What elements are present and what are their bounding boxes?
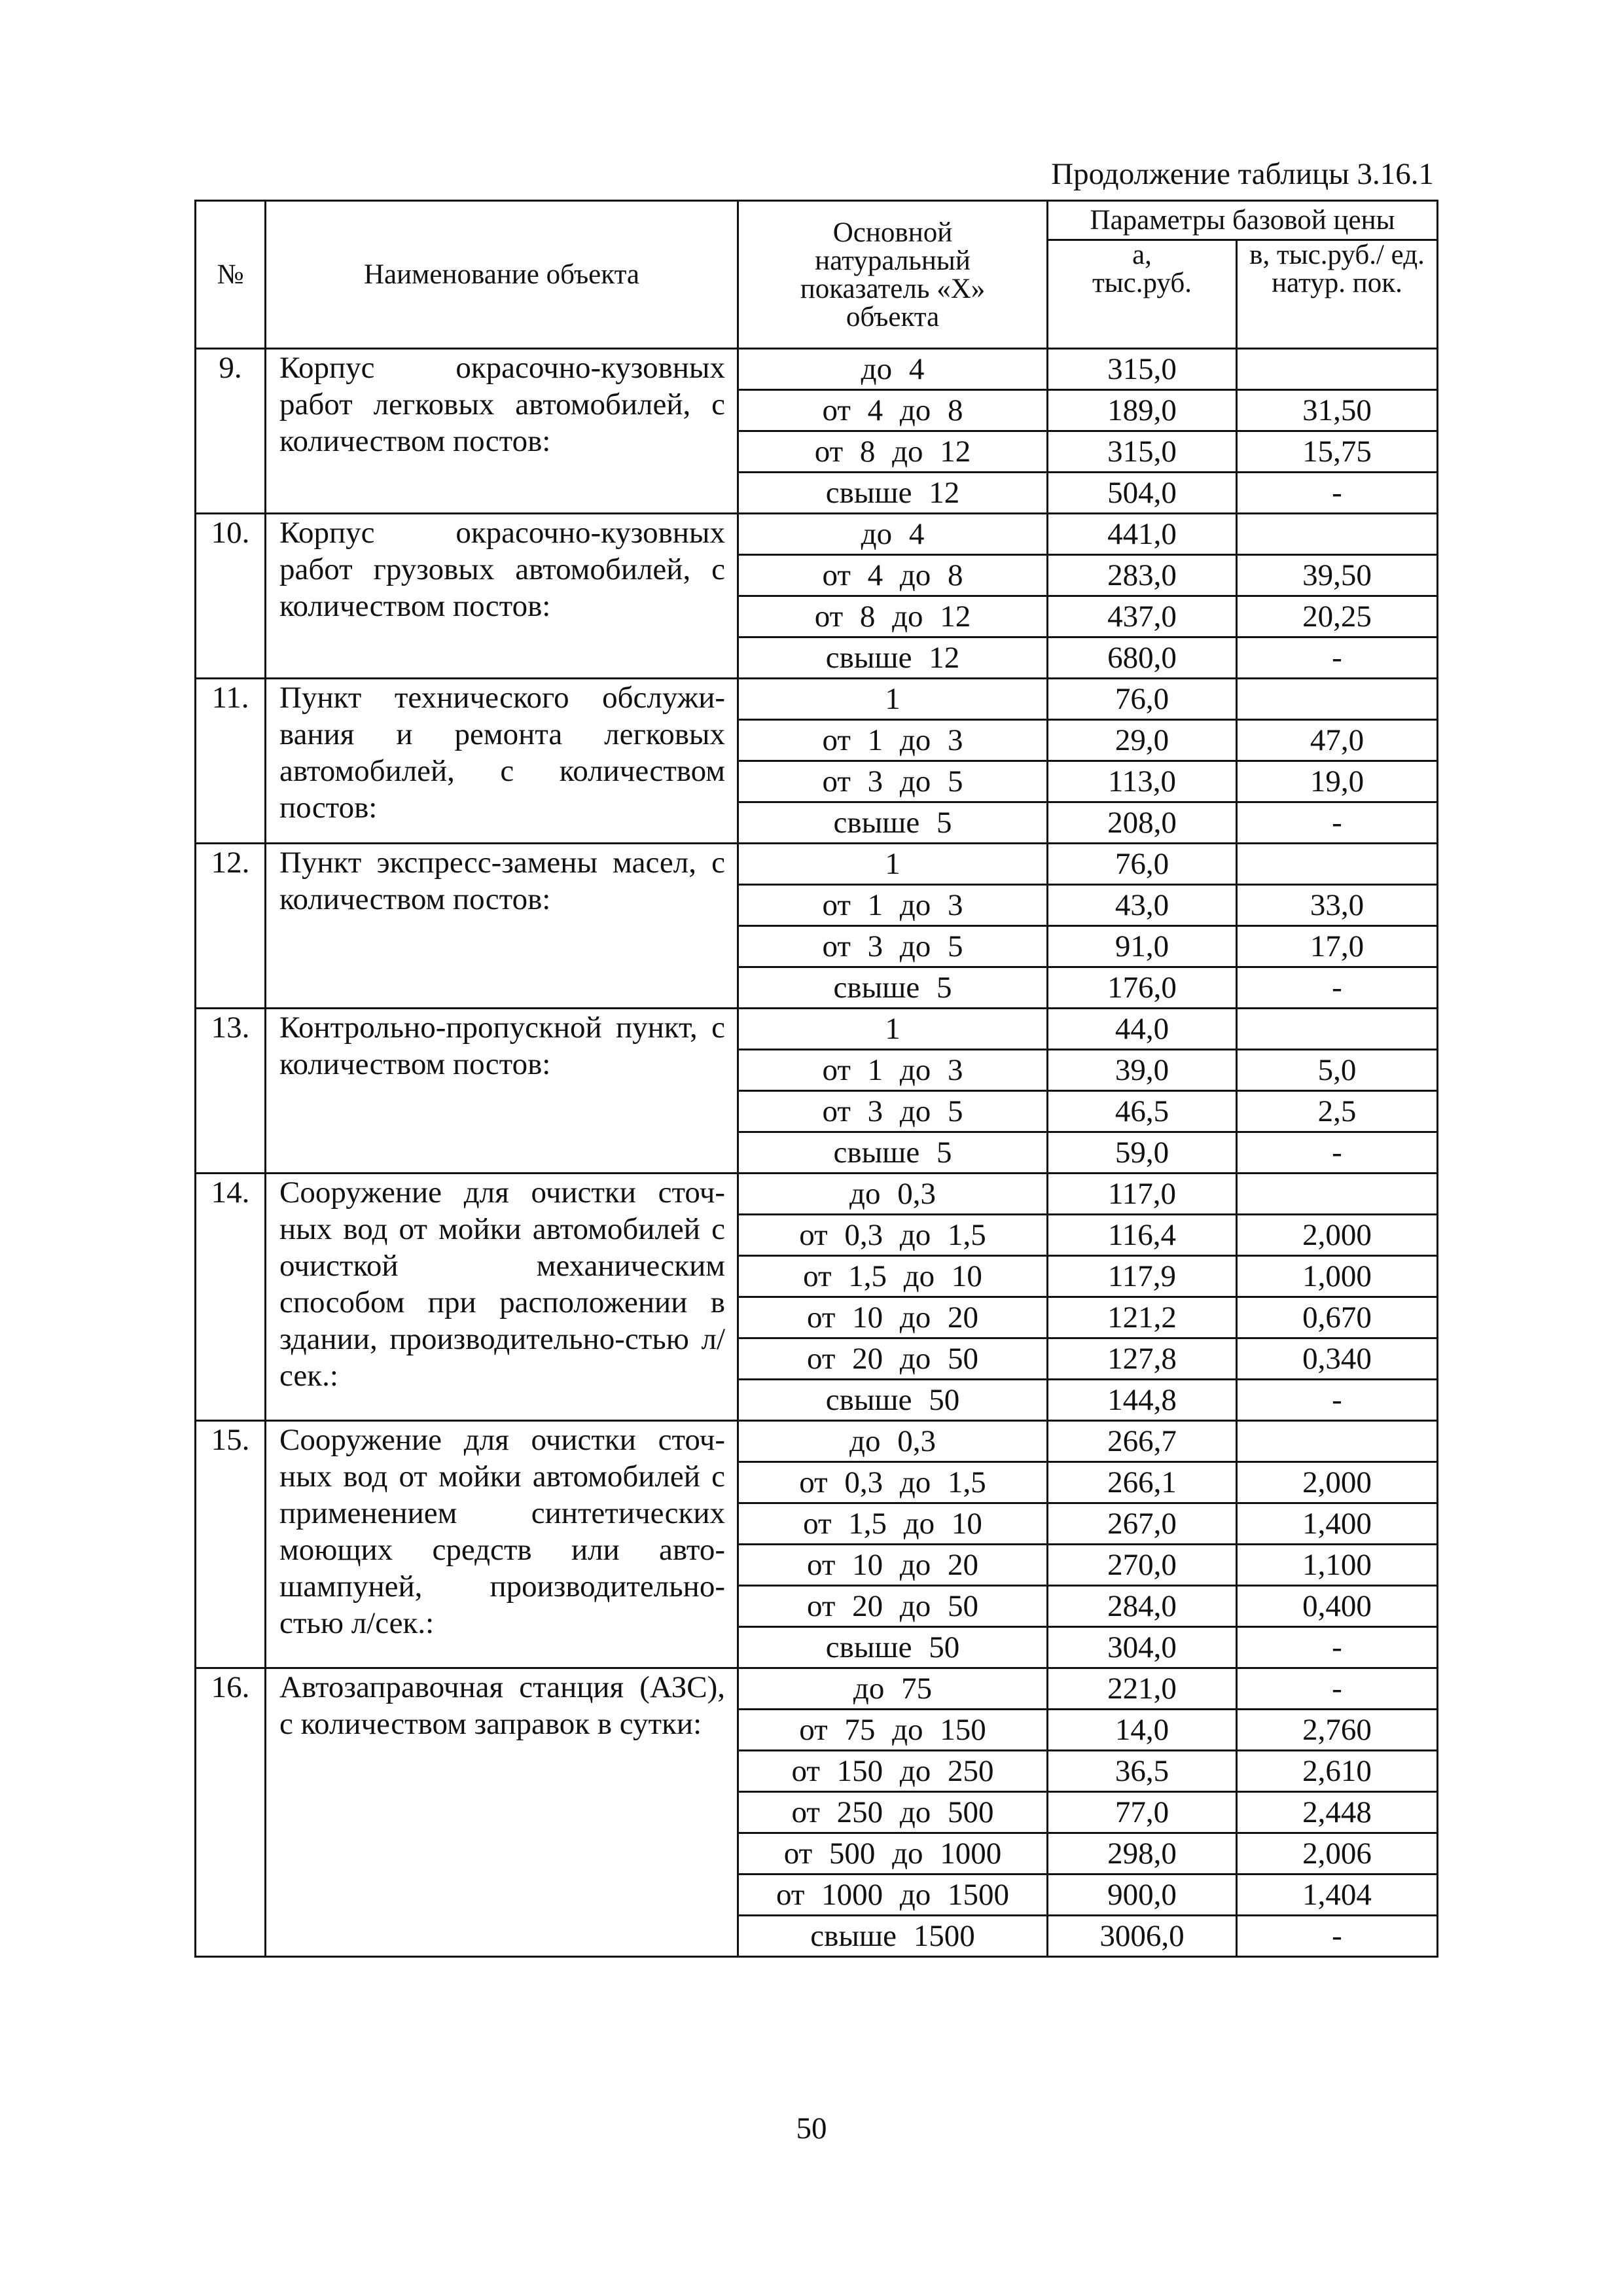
price-a: 680,0 xyxy=(1048,637,1237,679)
object-name: Сооружение для очистки сточ-ных вод от мойки автомобилей с применением синтетических моющих средств или авто-шампуней, производительно-стью л/сек.: xyxy=(266,1421,738,1668)
header-a: а, тыс.руб. xyxy=(1048,240,1237,349)
price-a: 36,5 xyxy=(1048,1751,1237,1792)
price-a: 144,8 xyxy=(1048,1380,1237,1421)
price-b xyxy=(1237,679,1438,720)
price-a: 267,0 xyxy=(1048,1503,1237,1545)
indicator-range: от 4 до 8 xyxy=(738,390,1048,431)
price-b: 39,50 xyxy=(1237,555,1438,596)
table-row xyxy=(196,1421,1438,1462)
price-b: 15,75 xyxy=(1237,431,1438,473)
price-b: 1,404 xyxy=(1237,1874,1438,1916)
price-a: 76,0 xyxy=(1048,679,1237,720)
price-a: 43,0 xyxy=(1048,885,1237,926)
price-a: 266,1 xyxy=(1048,1462,1237,1503)
price-b: 0,340 xyxy=(1237,1338,1438,1380)
price-b: - xyxy=(1237,637,1438,679)
indicator-range: от 1 до 3 xyxy=(738,720,1048,761)
price-b: 19,0 xyxy=(1237,761,1438,802)
price-b: 5,0 xyxy=(1237,1050,1438,1091)
price-b: - xyxy=(1237,473,1438,514)
price-b xyxy=(1237,1009,1438,1050)
price-b: 33,0 xyxy=(1237,885,1438,926)
price-a: 315,0 xyxy=(1048,431,1237,473)
indicator-range: до 4 xyxy=(738,349,1048,390)
header-number: № xyxy=(196,201,266,349)
indicator-range: от 1,5 до 10 xyxy=(738,1256,1048,1297)
row-number: 16. xyxy=(196,1668,266,1957)
price-b: - xyxy=(1237,802,1438,844)
indicator-range: до 0,3 xyxy=(738,1174,1048,1215)
indicator-range: от 3 до 5 xyxy=(738,926,1048,967)
object-name: Корпус окрасочно-кузовных работ грузовых автомобилей, с количеством постов: xyxy=(266,514,738,679)
price-b: 20,25 xyxy=(1237,596,1438,637)
indicator-range: свыше 50 xyxy=(738,1627,1048,1668)
price-a: 441,0 xyxy=(1048,514,1237,555)
price-b: 2,000 xyxy=(1237,1215,1438,1256)
price-a: 221,0 xyxy=(1048,1668,1237,1710)
price-a: 315,0 xyxy=(1048,349,1237,390)
indicator-range: до 0,3 xyxy=(738,1421,1048,1462)
indicator-range: свыше 5 xyxy=(738,1132,1048,1174)
header-indicator: Основной натуральный показатель «X» объекта xyxy=(738,201,1048,349)
indicator-range: от 0,3 до 1,5 xyxy=(738,1462,1048,1503)
indicator-range: свыше 1500 xyxy=(738,1916,1048,1957)
table-row xyxy=(196,844,1438,885)
table-row xyxy=(196,679,1438,720)
price-b: 1,100 xyxy=(1237,1545,1438,1586)
indicator-range: от 3 до 5 xyxy=(738,1091,1048,1132)
price-b: 2,5 xyxy=(1237,1091,1438,1132)
price-b: 0,670 xyxy=(1237,1297,1438,1338)
price-a: 189,0 xyxy=(1048,390,1237,431)
price-b: 31,50 xyxy=(1237,390,1438,431)
indicator-range: от 1000 до 1500 xyxy=(738,1874,1048,1916)
price-b: 2,760 xyxy=(1237,1710,1438,1751)
indicator-range: от 10 до 20 xyxy=(738,1297,1048,1338)
price-b: 1,000 xyxy=(1237,1256,1438,1297)
price-a: 504,0 xyxy=(1048,473,1237,514)
price-b: - xyxy=(1237,1916,1438,1957)
indicator-range: от 250 до 500 xyxy=(738,1792,1048,1833)
indicator-range: от 75 до 150 xyxy=(738,1710,1048,1751)
indicator-range: от 1,5 до 10 xyxy=(738,1503,1048,1545)
header-name: Наименование объекта xyxy=(266,201,738,349)
price-b: 2,000 xyxy=(1237,1462,1438,1503)
price-a: 59,0 xyxy=(1048,1132,1237,1174)
price-a: 77,0 xyxy=(1048,1792,1237,1833)
indicator-range: 1 xyxy=(738,679,1048,720)
object-name: Корпус окрасочно-кузовных работ легковых автомобилей, с количеством постов: xyxy=(266,349,738,514)
price-a: 304,0 xyxy=(1048,1627,1237,1668)
header-row xyxy=(196,201,1438,240)
indicator-range: свыше 5 xyxy=(738,802,1048,844)
price-a: 437,0 xyxy=(1048,596,1237,637)
indicator-range: до 75 xyxy=(738,1668,1048,1710)
indicator-range: от 8 до 12 xyxy=(738,596,1048,637)
price-b: - xyxy=(1237,967,1438,1009)
price-b: 17,0 xyxy=(1237,926,1438,967)
price-b: - xyxy=(1237,1668,1438,1710)
price-a: 44,0 xyxy=(1048,1009,1237,1050)
price-a: 298,0 xyxy=(1048,1833,1237,1874)
table-caption: Продолжение таблицы 3.16.1 xyxy=(1051,157,1434,191)
price-a: 46,5 xyxy=(1048,1091,1237,1132)
price-b: 2,610 xyxy=(1237,1751,1438,1792)
indicator-range: от 1 до 3 xyxy=(738,885,1048,926)
price-b: - xyxy=(1237,1132,1438,1174)
price-b: 2,006 xyxy=(1237,1833,1438,1874)
price-b xyxy=(1237,1421,1438,1462)
object-name: Сооружение для очистки сточ-ных вод от мойки автомобилей с очисткой механическим способом при расположении в здании, производительно-стью л/сек.: xyxy=(266,1174,738,1421)
indicator-range: от 8 до 12 xyxy=(738,431,1048,473)
indicator-range: от 4 до 8 xyxy=(738,555,1048,596)
table-row xyxy=(196,1009,1438,1050)
table-row xyxy=(196,349,1438,390)
table-row xyxy=(196,1174,1438,1215)
price-a: 3006,0 xyxy=(1048,1916,1237,1957)
object-name: Автозаправочная станция (АЗС), с количеством заправок в сутки: xyxy=(266,1668,738,1957)
row-number: 14. xyxy=(196,1174,266,1421)
object-name: Пункт экспресс-замены масел, с количеством постов: xyxy=(266,844,738,1009)
price-a: 283,0 xyxy=(1048,555,1237,596)
price-a: 116,4 xyxy=(1048,1215,1237,1256)
row-number: 10. xyxy=(196,514,266,679)
price-a: 29,0 xyxy=(1048,720,1237,761)
object-name: Пункт технического обслужи-вания и ремонта легковых автомобилей, с количеством постов: xyxy=(266,679,738,844)
price-b: 1,400 xyxy=(1237,1503,1438,1545)
object-name: Контрольно-пропускной пункт, с количеством постов: xyxy=(266,1009,738,1174)
table-row xyxy=(196,1668,1438,1710)
price-b xyxy=(1237,844,1438,885)
price-b xyxy=(1237,1174,1438,1215)
price-a: 284,0 xyxy=(1048,1586,1237,1627)
price-a: 117,0 xyxy=(1048,1174,1237,1215)
price-a: 176,0 xyxy=(1048,967,1237,1009)
price-b: 0,400 xyxy=(1237,1586,1438,1627)
price-a: 14,0 xyxy=(1048,1710,1237,1751)
indicator-range: от 20 до 50 xyxy=(738,1586,1048,1627)
row-number: 11. xyxy=(196,679,266,844)
indicator-range: свыше 50 xyxy=(738,1380,1048,1421)
indicator-range: от 0,3 до 1,5 xyxy=(738,1215,1048,1256)
price-b xyxy=(1237,514,1438,555)
row-number: 13. xyxy=(196,1009,266,1174)
price-a: 121,2 xyxy=(1048,1297,1237,1338)
price-table xyxy=(194,200,1438,1958)
price-b xyxy=(1237,349,1438,390)
price-a: 76,0 xyxy=(1048,844,1237,885)
indicator-range: от 3 до 5 xyxy=(738,761,1048,802)
price-b: - xyxy=(1237,1380,1438,1421)
price-a: 113,0 xyxy=(1048,761,1237,802)
row-number: 9. xyxy=(196,349,266,514)
price-b: 47,0 xyxy=(1237,720,1438,761)
price-b: - xyxy=(1237,1627,1438,1668)
price-a: 208,0 xyxy=(1048,802,1237,844)
indicator-range: 1 xyxy=(738,1009,1048,1050)
indicator-range: от 10 до 20 xyxy=(738,1545,1048,1586)
price-a: 270,0 xyxy=(1048,1545,1237,1586)
price-a: 117,9 xyxy=(1048,1256,1237,1297)
indicator-range: до 4 xyxy=(738,514,1048,555)
indicator-range: свыше 12 xyxy=(738,637,1048,679)
price-a: 900,0 xyxy=(1048,1874,1237,1916)
header-base-price-params: Параметры базовой цены xyxy=(1048,201,1438,240)
page-number: 50 xyxy=(796,2111,827,2145)
price-a: 39,0 xyxy=(1048,1050,1237,1091)
price-a: 127,8 xyxy=(1048,1338,1237,1380)
indicator-range: свыше 5 xyxy=(738,967,1048,1009)
row-number: 15. xyxy=(196,1421,266,1668)
header-b: в, тыс.руб./ ед. натур. пок. xyxy=(1237,240,1438,349)
row-number: 12. xyxy=(196,844,266,1009)
price-b: 2,448 xyxy=(1237,1792,1438,1833)
price-a: 266,7 xyxy=(1048,1421,1237,1462)
indicator-range: от 20 до 50 xyxy=(738,1338,1048,1380)
indicator-range: от 500 до 1000 xyxy=(738,1833,1048,1874)
indicator-range: от 150 до 250 xyxy=(738,1751,1048,1792)
indicator-range: свыше 12 xyxy=(738,473,1048,514)
indicator-range: 1 xyxy=(738,844,1048,885)
table-row xyxy=(196,514,1438,555)
price-a: 91,0 xyxy=(1048,926,1237,967)
indicator-range: от 1 до 3 xyxy=(738,1050,1048,1091)
